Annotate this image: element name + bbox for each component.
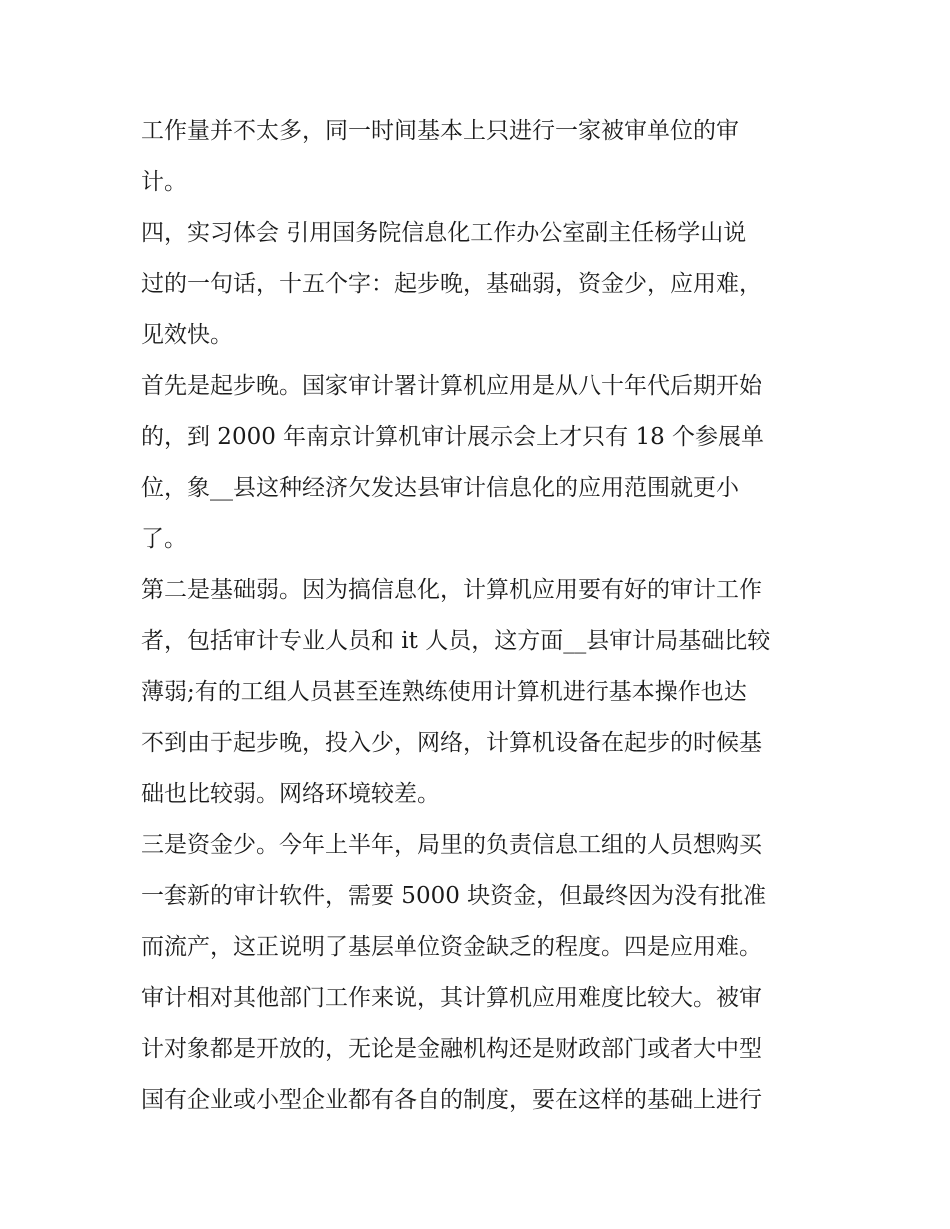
text-line: 审计相对其他部门工作来说，其计算机应用难度比较大。被审 xyxy=(141,985,762,1011)
text-line: 的，到 2000 年南京计算机审计展示会上才只有 18 个参展单 xyxy=(141,424,765,450)
text-line: 不到由于起步晚，投入少，网络，计算机设备在起步的时候基 xyxy=(141,730,762,756)
text-line: 首先是起步晚。国家审计署计算机应用是从八十年代后期开始 xyxy=(141,373,762,399)
text-line: 者，包括审计专业人员和 it 人员，这方面__县审计局基础比较 xyxy=(141,628,771,654)
text-line: 薄弱;有的工组人员甚至连熟练使用计算机进行基本操作也达 xyxy=(141,679,747,705)
text-line: 国有企业或小型企业都有各自的制度，要在这样的基础上进行 xyxy=(141,1087,762,1113)
body-text xyxy=(141,106,821,1126)
text-line: 计。 xyxy=(141,169,187,195)
text-line: 三是资金少。今年上半年，局里的负责信息工组的人员想购买 xyxy=(141,832,762,858)
text-line: 见效快。 xyxy=(141,322,233,348)
text-line: 了。 xyxy=(141,526,187,552)
text-line: 位，象__县这种经济欠发达县审计信息化的应用范围就更小 xyxy=(141,475,739,501)
text-line: 四，实习体会 引用国务院信息化工作办公室副主任杨学山说 xyxy=(141,220,747,246)
text-line: 第二是基础弱。因为搞信息化，计算机应用要有好的审计工作 xyxy=(141,577,762,603)
text-line: 而流产，这正说明了基层单位资金缺乏的程度。四是应用难。 xyxy=(141,934,762,960)
text-line: 一套新的审计软件，需要 5000 块资金，但最终因为没有批准 xyxy=(141,883,767,909)
text-line: 计对象都是开放的，无论是金融机构还是财政部门或者大中型 xyxy=(141,1036,762,1062)
text-line: 过的一句话，十五个字：起步晚，基础弱，资金少，应用难， xyxy=(141,271,762,297)
text-line: 工作量并不太多，同一时间基本上只进行一家被审单位的审 xyxy=(141,118,739,144)
text-line: 础也比较弱。网络环境较差。 xyxy=(141,781,440,807)
